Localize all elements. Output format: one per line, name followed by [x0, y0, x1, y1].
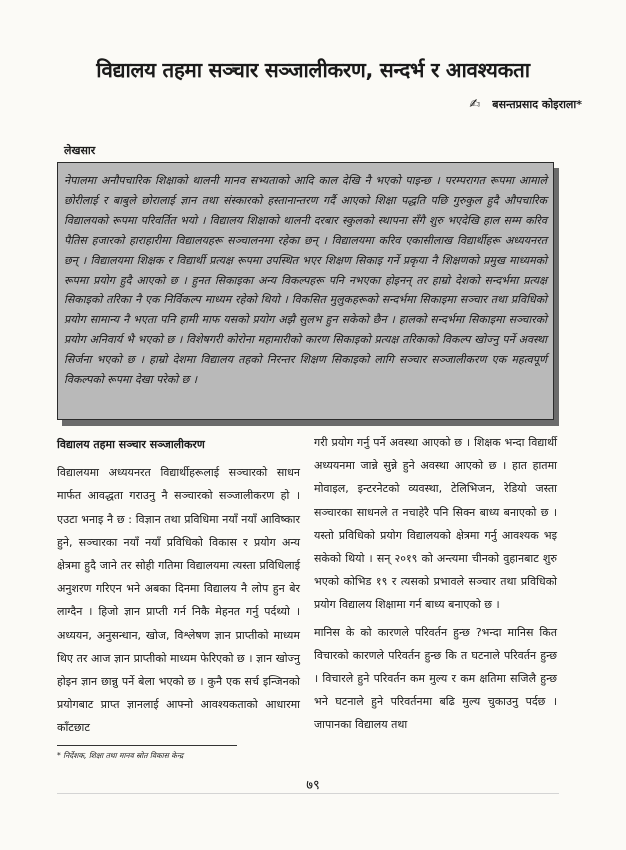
- pen-icon: ✍: [469, 97, 481, 112]
- page-number: ७९: [306, 778, 320, 793]
- abstract-heading: लेखसार: [64, 144, 96, 157]
- page-title: विद्यालय तहमा सञ्चार सञ्जालीकरण, सन्दर्भ र आवश्यकता: [96, 58, 530, 82]
- footnote-divider: [57, 745, 237, 746]
- abstract-text: नेपालमा अनौपचारिक शिक्षाको थालनी मानव सभ्यताको आदि काल देखि नै भएको पाइन्छ । परम्परागत रूपमा आमाले छोरीलाई र बाबुले छोरालाई ज्ञान तथा संस्कारको हस्तानान्तरण गर्दै आएको शिक्षा पद्धति पछि गुरुकुल हुदै औपचारिक विद्यालयको रूपमा परिवर्तित भयो । विद्यालय शिक्षाको थालनी दरबार स्कुलको स्थापना सँगै शुरु भएदेखि हाल सम्म करिव पैतिस हजारको हाराहारीमा विद्यालयहरू सञ्चालनमा रहेका छन् । विद्यालयमा करिव एकासीलाख विद्यार्थीहरू अध्ययनरत छन् । विद्यालयमा शिक्षक र विद्यार्थी प्रत्यक्ष रूपमा उपस्थित भएर शिक्षण सिकाइ गर्ने प्रकृया नै शिक्षणको प्रमुख माध्यमको रूपमा प्रयोग हुदै आएको छ । हुनत सिकाइका अन्य विकल्पहरू पनि नभएका होइनन् तर हाम्रो देशको सन्दर्भमा प्रत्यक्ष सिकाइको तरिका नै एक निर्विकल्प माध्यम रहेको थियो । विकसित मुलुकहरूको सन्दर्भमा सिकाइमा सञ्चार तथा प्रविधिको प्रयोग सामान्य नै भएता पनि हामी माफ यसको प्रयोग अझै सुलभ हुन सकेको छैन । हालको सन्दर्भमा सिकाइमा सञ्चारको प्रयोग अनिवार्य भै भएको छ । विशेषगरी कोरोना महामारीको कारण सिकाइको प्रत्यक्ष तरिकाको विकल्प खोज्नु पर्ने अवस्था सिर्जना भएको छ । हाम्रो देशमा विद्यालय तहको निरन्तर शिक्षण सिकाइको लागि सञ्चार सञ्जालीकरण एक महत्वपूर्ण विकल्पको रूपमा देखा परेको छ ।: [64, 174, 547, 387]
- right-column: [314, 431, 557, 737]
- section-heading: विद्यालय तहमा सञ्चार सञ्जालीकरण: [57, 438, 205, 451]
- right-paragraph-2: मानिस के को कारणले परिवर्तन हुन्छ ?भन्दा मानिस कित विचारको कारणले परिवर्तन हुन्छ कि त घटनाले परिवर्तन हुन्छ । विचारले हुने परिवर्तन कम मुल्य र कम क्षतिमा सजिलै हुन्छ भने घटनाले हुने परिवर्तनमा बढि मुल्य चुकाउनु पर्दछ । जापानका विद्यालय तथा: [314, 625, 557, 732]
- right-paragraph-1: गरी प्रयोग गर्नु पर्ने अवस्था आएको छ । शिक्षक भन्दा विद्यार्थी अध्ययनमा जान्ने सुन्ने हुने अवस्था आएको छ । हात हातमा मोवाइल, इन्टरनेटको व्यवस्था, टेलिभिजन, रेडियो जस्ता सञ्चारका साधनले त नचाहेरै पनि सिक्न बाध्य बनाएको छ । यस्तो प्रविधिको प्रयोग विद्यालयको क्षेत्रमा गर्नु आवश्यक भइ सकेको थियो । सन् २०१९ को अन्त्यमा चीनको वुहानबाट शुरु भएको कोभिड १९ र त्यसको प्रभावले सञ्चार तथा प्रविधिको प्रयोग विद्यालय शिक्षामा गर्न बाध्य बनाएको छ ।: [314, 436, 557, 612]
- author-byline: [469, 97, 582, 112]
- left-paragraph: विद्यालयमा अध्ययनरत विद्यार्थीहरूलाई सञ्चारको साधन मार्फत आवद्धता गराउनु नै सञ्चारको सञ्जालीकरण हो । एउटा भनाइ नै छ : विज्ञान तथा प्रविधिमा नयाँ नयाँ आविष्कार हुने, सञ्चारका नयाँ नयाँ प्रविधिको विकास र प्रयोग अन्य क्षेत्रमा हुदै जाने तर सोही गतिमा विद्यालयमा त्यस्ता प्रविधिलाई अनुशरण गरिएन भने अबका दिनमा विद्यालय नै लोप हुन बेर लाग्दैन । हिजो ज्ञान प्राप्ती गर्न निकै मेहनत गर्नु पर्दथ्यो । अध्ययन, अनुसन्धान, खोज, विश्लेषण ज्ञान प्राप्तीको माध्यम थिए तर आज ज्ञान प्राप्तीको माध्यम फेरिएको छ । ज्ञान खोज्नु होइन ज्ञान छान्नु पर्ने बेला भएको छ । कुनै एक सर्च इन्जिनको प्रयोगबाट प्राप्त ज्ञानलाई आफ्नो आवश्यकताको आधारमा काँटछाट: [57, 466, 300, 735]
- author-name: बसन्तप्रसाद कोइराला*: [492, 98, 582, 111]
- abstract-box: [57, 162, 554, 420]
- bottom-divider: [57, 793, 559, 794]
- left-column: [57, 433, 300, 740]
- footnote: * निर्देशक, शिक्षा तथा मानव स्रोत विकास केन्द्र: [57, 751, 184, 760]
